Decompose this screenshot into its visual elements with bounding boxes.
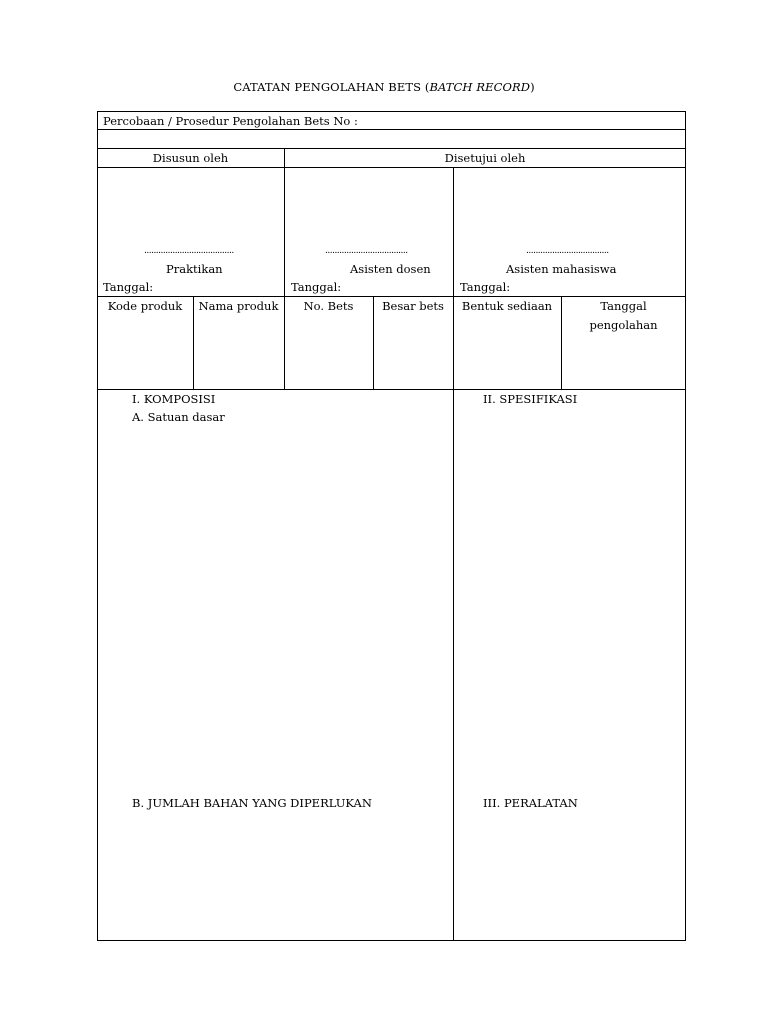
prepared-by-label: Disusun oleh	[152, 151, 229, 165]
batch-record-form	[97, 111, 686, 941]
title-italic: BATCH RECORD	[429, 80, 531, 94]
col-no-bets: No. Bets	[303, 299, 354, 313]
approved-by-label: Disetujui oleh	[444, 151, 526, 165]
row-divider	[97, 129, 686, 130]
col-bentuk-sediaan: Bentuk sediaan	[461, 299, 553, 313]
procedure-label: Percobaan / Prosedur Pengolahan Bets No :	[103, 114, 358, 128]
section-satuan-dasar: A. Satuan dasar	[132, 410, 225, 424]
date-label-3: Tanggal:	[460, 280, 511, 294]
col-divider	[453, 167, 454, 941]
role-asisten-dosen: Asisten dosen	[350, 262, 431, 276]
col-tanggal: Tanggal	[600, 299, 647, 313]
col-divider	[284, 148, 285, 389]
col-nama-produk: Nama produk	[198, 299, 279, 313]
date-label-1: Tanggal:	[103, 280, 154, 294]
section-spesifikasi: II. SPESIFIKASI	[483, 392, 578, 406]
row-divider	[97, 148, 686, 149]
signature-line-praktikan: ......................................	[144, 246, 234, 256]
section-peralatan: III. PERALATAN	[483, 796, 578, 810]
section-jumlah-bahan: B. JUMLAH BAHAN YANG DIPERLUKAN	[132, 796, 372, 810]
document-title: CATATAN PENGOLAHAN BETS (BATCH RECORD)	[233, 80, 535, 94]
signature-line-asisten-mahasiswa: ...................................	[526, 246, 609, 256]
section-komposisi: I. KOMPOSISI	[132, 392, 216, 406]
col-besar-bets: Besar bets	[382, 299, 444, 313]
date-label-2: Tanggal:	[291, 280, 342, 294]
col-pengolahan: pengolahan	[589, 318, 658, 332]
role-praktikan: Praktikan	[166, 262, 223, 276]
row-divider	[97, 389, 686, 390]
col-kode-produk: Kode produk	[107, 299, 183, 313]
signature-line-asisten-dosen: ...................................	[325, 246, 408, 256]
row-divider	[97, 167, 686, 168]
role-asisten-mahasiswa: Asisten mahasiswa	[506, 262, 617, 276]
row-divider	[97, 296, 686, 297]
